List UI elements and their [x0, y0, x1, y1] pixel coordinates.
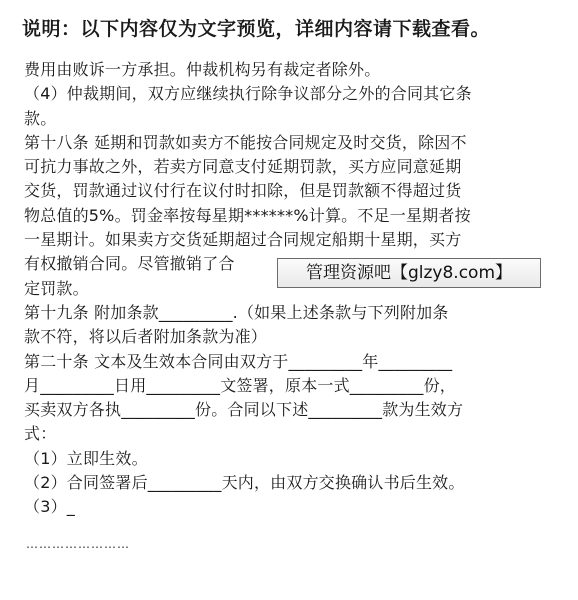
- text-line: 买卖双方各执_________份。合同以下述_________款为生效方: [24, 400, 464, 420]
- continuation-dots: ……………………: [26, 537, 130, 551]
- text-line: （3）_: [24, 497, 75, 517]
- text-line: 物总值的5%。罚金率按每星期******%计算。不足一星期者按: [24, 205, 471, 225]
- text-line: 可抗力事故之外，若卖方同意支付延期罚款，买方应同意延期: [24, 157, 462, 177]
- site-watermark: 管理资源吧【glzy8.com】: [277, 258, 541, 288]
- text-line: 定罚款。: [24, 278, 89, 298]
- contract-text: [24, 58, 564, 520]
- text-line: 款不符，将以后者附加条款为准）: [24, 327, 268, 347]
- text-line: 第二十条 文本及生效本合同由双方于_________年_________: [24, 351, 453, 371]
- text-line: 第十八条 延期和罚款如卖方不能按合同规定及时交货，除因不: [24, 132, 467, 152]
- text-line: 费用由败诉一方承担。仲裁机构另有裁定者除外。: [24, 60, 381, 79]
- text-line: 有权撤销合同。尽管撤销了合: [24, 254, 235, 274]
- text-line: （4）仲裁期间，双方应继续执行除争议部分之外的合同其它条: [24, 84, 472, 104]
- text-line: 款。: [24, 108, 57, 128]
- text-line: 一星期计。如果卖方交货延期超过合同规定船期十星期，买方: [24, 230, 462, 250]
- text-line: 月_________日用_________文签署，原本一式_________份，: [24, 375, 457, 395]
- text-line: 交货，罚款通过议付行在议付时扣除，但是罚款额不得超过货: [24, 181, 462, 201]
- text-line: （2）合同签署后_________天内，由双方交换确认书后生效。: [24, 473, 465, 493]
- text-line: （1）立即生效。: [24, 448, 148, 468]
- text-line: 式：: [24, 424, 57, 444]
- preview-notice: 说明：以下内容仅为文字预览，详细内容请下载查看。: [22, 18, 491, 40]
- text-line: 第十九条 附加条款_________.（如果上述条款与下列附加条: [24, 302, 449, 322]
